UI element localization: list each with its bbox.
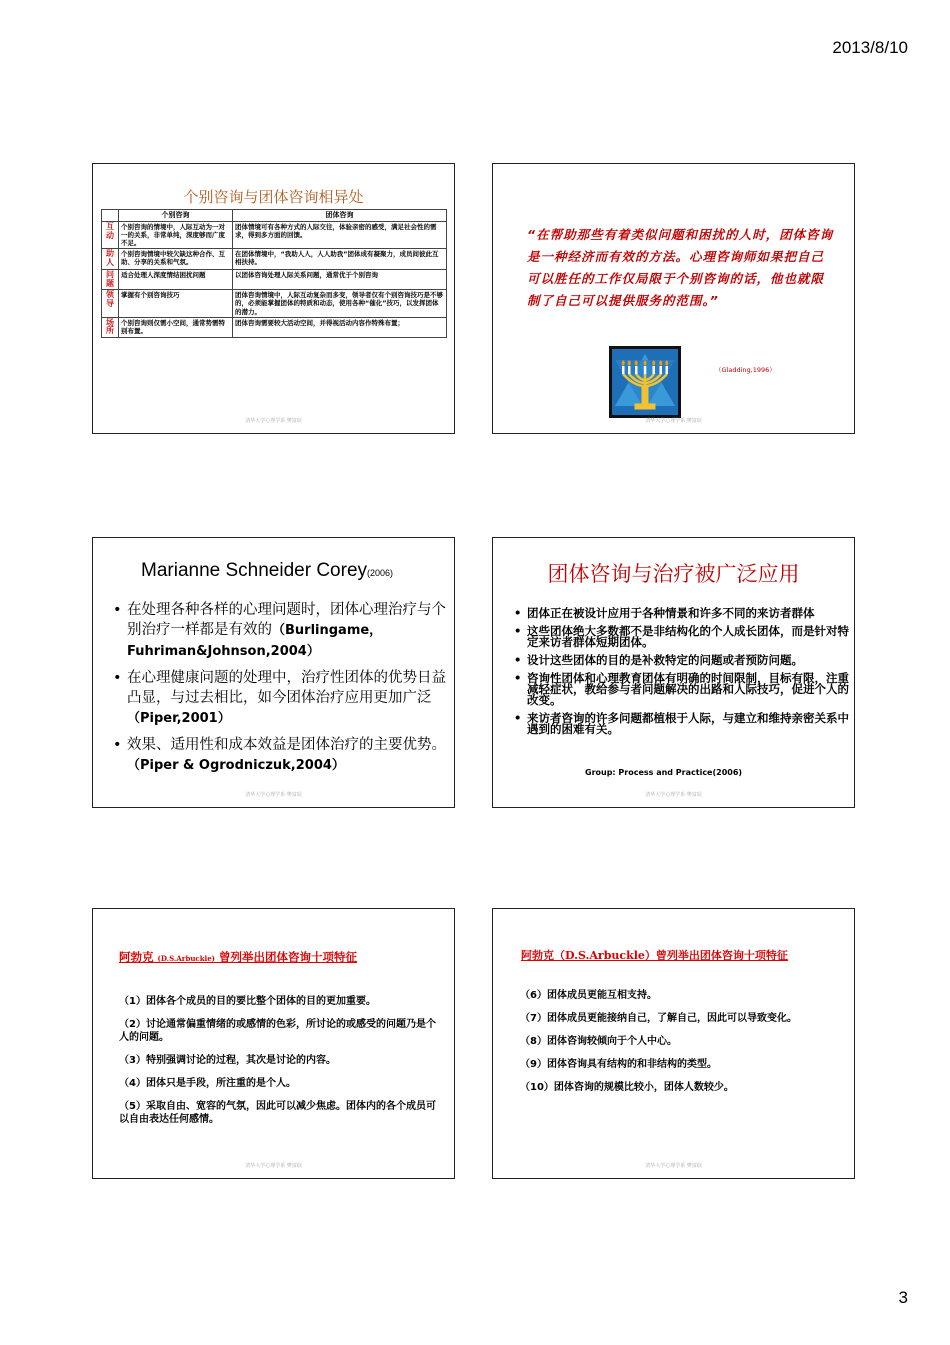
bullet-citation: （Piper & Ogrodniczuk,2004） <box>127 758 345 773</box>
cell-individual: 个别咨询的情境中，人际互动为一对一的关系，非常单纯，深度够而广度不足。 <box>119 221 233 248</box>
bullet-citation: （Piper,2001） <box>127 711 231 726</box>
row-label: 助人 <box>102 249 119 270</box>
menorah-clipart-icon <box>609 346 681 418</box>
cell-individual: 个别咨询则仅需小空间，通常势需特别布置。 <box>119 317 233 338</box>
table-header-row <box>102 210 447 222</box>
slide-title-text: Marianne Schneider Corey <box>141 560 368 581</box>
quote-close-mark: ” <box>709 293 719 308</box>
list-item: （1）团体各个成员的目的要比整个团体的目的更加重要。 <box>119 996 376 1007</box>
list-item: （8）团体咨询较倾向于个人中心。 <box>520 1036 677 1047</box>
list-item: • 咨询性团体和心理教育团体有明确的时间限制，目标有限，注重减轻症状，教给参与者问题解决的出路和人际技巧，促进个人的改变。 <box>527 673 855 706</box>
bullet-text: 在处理各种各样的心理问题时，团体心理治疗与个别治疗一样都是有效的 <box>127 602 446 638</box>
slide-title-rest: 曾列举出团体咨询十项特征 <box>218 950 357 964</box>
slide-compare <box>92 163 455 434</box>
quote-text-block <box>527 224 837 312</box>
cell-group: 团体咨询需要较大活动空间，并得视活动内容作特殊布置； <box>233 317 447 338</box>
table-row <box>102 317 447 338</box>
bullet-text: 在心理健康问题的处理中，治疗性团体的优势日益凸显，与过去相比，如今团体治疗应用更加广泛 <box>127 670 446 706</box>
slide-title <box>141 560 393 582</box>
list-item: （9）团体咨询具有结构的和非结构的类型。 <box>520 1059 717 1070</box>
row-label: 领导 <box>102 290 119 317</box>
list-item: （4）团体只是手段，所注重的是个人。 <box>119 1078 296 1089</box>
slide-applied <box>492 537 855 808</box>
cell-group: 团体咨询情境中，人际互动复杂而多变，领导者仅有个别咨询技巧是不够的，必须能掌握团体的特质和动态，使用各种“催化”技巧，以发挥团体的潜力。 <box>233 290 447 317</box>
slide-features-2 <box>492 908 855 1179</box>
table-row <box>102 221 447 248</box>
list-item: • 来访者咨询的许多问题都植根于人际，与建立和维持亲密关系中遇到的困难有关。 <box>527 713 855 735</box>
list-item <box>127 735 447 776</box>
table-header-empty <box>102 210 119 222</box>
slide-title: 个别咨询与团体咨询相异处 <box>183 188 364 206</box>
feature-list <box>520 989 840 1104</box>
row-label: 问题 <box>102 269 119 290</box>
bullet-citation: （Burlingame，Fuhriman&Johnson,2004） <box>127 623 383 659</box>
page-date: 2013/8/10 <box>832 38 908 57</box>
slide-corey <box>92 537 455 808</box>
list-item: （3）特别强调讨论的过程，其次是讨论的内容。 <box>119 1055 336 1066</box>
list-item: • 团体正在被设计应用于各种情景和许多不同的来访者群体 <box>527 608 855 619</box>
bullet-list <box>113 600 447 782</box>
cell-individual: 适合处理人深度情结困扰问题 <box>119 269 233 290</box>
table-row <box>102 249 447 270</box>
list-item: （6）团体成员更能互相支持。 <box>520 990 657 1001</box>
slide-footer: 清华大学心理学系 樊富珉 <box>645 1163 702 1169</box>
slide-quote <box>492 163 855 434</box>
slide-title-latin: (D.S.Arbuckle) <box>157 954 215 963</box>
cell-group: 以团体咨询处理人际关系问题，通常优于个别咨询 <box>233 269 447 290</box>
row-label: 场所 <box>102 317 119 338</box>
slide-title-name: 阿勃克 <box>119 950 154 964</box>
list-item: （10）团体咨询的规模比较小，团体人数较少。 <box>520 1082 734 1093</box>
table-header-individual: 个别咨询 <box>119 210 233 222</box>
row-label: 互动 <box>102 221 119 248</box>
feature-list <box>119 995 439 1136</box>
cell-individual: 个别咨询情境中较欠缺这种合作、互助、分享的关系和气氛。 <box>119 249 233 270</box>
slide-source: Group: Process and Practice(2006) <box>585 768 743 777</box>
slide-footer: 清华大学心理学系 樊富珉 <box>245 792 302 798</box>
compare-table <box>101 209 447 338</box>
bullet-list <box>513 608 855 742</box>
table-row <box>102 290 447 317</box>
list-item <box>127 600 447 662</box>
slide-footer: 清华大学心理学系 樊富珉 <box>245 1163 302 1169</box>
slide-title <box>119 949 357 965</box>
cell-group: 在团体情境中，“我助人人，人人助我”团体成有凝聚力，成员间彼此互相扶持。 <box>233 249 447 270</box>
cell-group: 团体情境可有各种方式的人际交往，体验亲密的感受，满足社会性的需求，得到多方面的回馈。 <box>233 221 447 248</box>
table-row <box>102 269 447 290</box>
list-item <box>127 668 447 729</box>
slide-features-1 <box>92 908 455 1179</box>
cell-individual: 掌握有个别咨询技巧 <box>119 290 233 317</box>
list-item: • 这些团体绝大多数都不是非结构化的个人成长团体，而是针对特定来访者群体短期团体。 <box>527 626 855 648</box>
list-item: （5）采取自由、宽容的气氛，因此可以减少焦虑。团体内的各个成员可以自由表达任何感情。 <box>119 1101 436 1125</box>
slide-title: 阿勃克（D.S.Arbuckle）曾列举出团体咨询十项特征 <box>521 949 788 962</box>
bullet-text: 效果、适用性和成本效益是团体治疗的主要优势。 <box>127 737 446 753</box>
slide-title: 团体咨询与治疗被广泛应用 <box>547 562 800 586</box>
slide-footer: 清华大学心理学系 樊富珉 <box>245 418 302 424</box>
table-header-group: 团体咨询 <box>233 210 447 222</box>
slide-footer: 清华大学心理学系 樊富珉 <box>645 418 702 424</box>
list-item: （2）讨论通常偏重情绪的或感情的色彩，所讨论的或感受的问题乃是个人的问题。 <box>119 1019 436 1043</box>
slide-footer: 清华大学心理学系 樊富珉 <box>645 792 702 798</box>
quote-open-mark: “ <box>527 227 537 242</box>
page-number: 3 <box>898 1288 908 1307</box>
list-item: （7）团体成员更能接纳自己，了解自己，因此可以导致变化。 <box>520 1013 797 1024</box>
quote-text: 在帮助那些有着类似问题和困扰的人时，团体咨询是一种经济而有效的方法。心理咨询师如果把自己可以胜任的工作仅局限于个别咨询的话，他也就限制了自己可以提供服务的范围。 <box>527 227 834 308</box>
quote-citation: （Gladding,1996） <box>715 366 776 374</box>
slide-title-year: (2006) <box>367 568 394 578</box>
list-item: • 设计这些团体的目的是补救特定的问题或者预防问题。 <box>527 655 855 666</box>
